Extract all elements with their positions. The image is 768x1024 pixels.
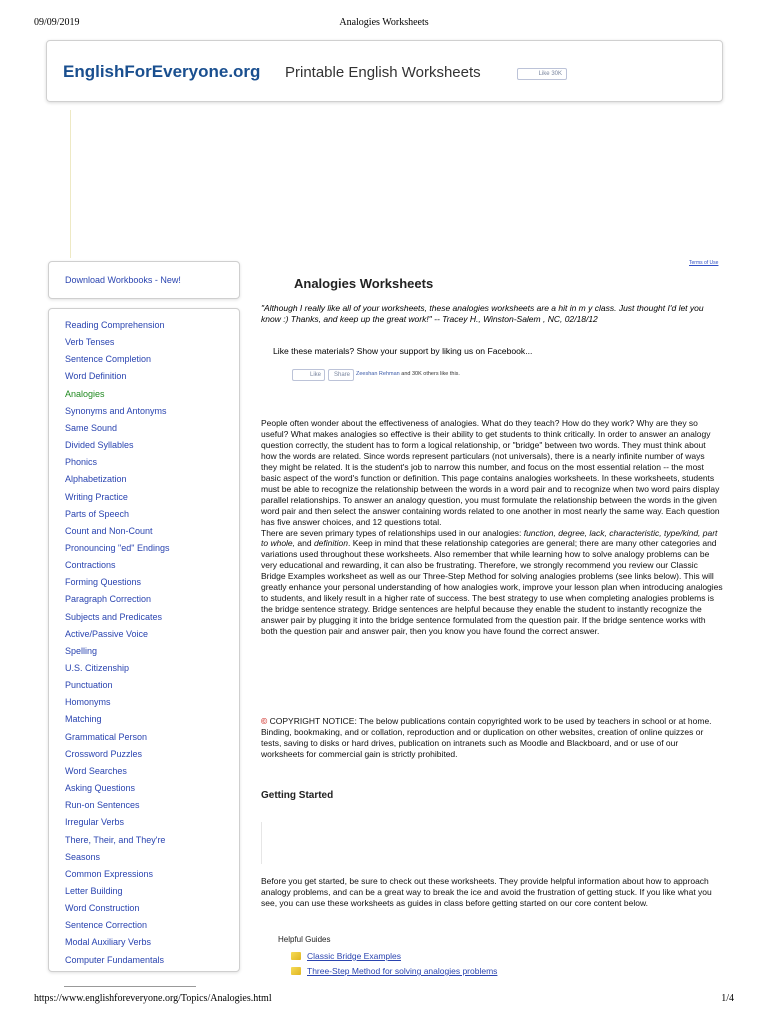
sidebar-item-forming-questions[interactable]: Forming Questions	[65, 577, 142, 588]
sidebar-item-count-and-non-count[interactable]: Count and Non-Count	[65, 525, 153, 536]
sidebar-item-writing-practice[interactable]: Writing Practice	[65, 491, 128, 502]
fb-others-text: and 30K others like this.	[399, 371, 460, 377]
sidebar-item-letter-building[interactable]: Letter Building	[65, 885, 123, 896]
worksheet-icon	[291, 952, 301, 960]
getting-started-divider	[261, 822, 262, 864]
testimonial-quote: "Although I really like all of your worksheets, these analogies worksheets are a hit in m y class. Just thought I'd let you know :) Thanks, and keep up the great work!" -- Tracey H., Winston-Salem , NC, 02/18/12	[261, 303, 704, 324]
copyright-text: COPYRIGHT NOTICE: The below publications contain copyrighted work to be used by teachers in school or at home. Binding, bookmaking, and or collation, reproduction and or duplication on other websites, creation of online quizzes or tests, saving to disks or hard drives, publication on intranets such as Moodle and Blackboard, and or use of our worksheets for commercial gain is strictly prohibited.	[261, 716, 712, 759]
sidebar-item-reading-comprehension[interactable]: Reading Comprehension	[65, 320, 165, 330]
site-logo-link[interactable]: EnglishForEveryone.org	[63, 62, 261, 81]
sidebar-item-phonics[interactable]: Phonics	[65, 457, 98, 468]
guide-item	[291, 951, 401, 961]
fb-social-text	[356, 371, 460, 377]
sidebar-item-there-their-and-they-re[interactable]: There, Their, and They're	[65, 834, 166, 845]
page-title: Analogies Worksheets	[294, 276, 434, 291]
classic-bridge-examples-link[interactable]: Classic Bridge Examples	[307, 951, 402, 961]
sidebar-item-homonyms[interactable]: Homonyms	[65, 697, 111, 708]
getting-started-heading: Getting Started	[261, 790, 334, 801]
intro-text	[261, 418, 723, 637]
fb-share-button[interactable]: Share	[328, 369, 354, 381]
sidebar-item-spelling[interactable]: Spelling	[65, 645, 98, 656]
fb-like-button[interactable]: Like	[292, 369, 325, 381]
site-header	[46, 40, 723, 102]
print-doc-title: Analogies Worksheets	[339, 17, 429, 28]
relationship-type-definition: definition	[313, 538, 348, 549]
print-url: https://www.englishforeveryone.org/Topics/Analogies.html	[34, 993, 272, 1004]
sidebar-item-matching[interactable]: Matching	[65, 714, 102, 725]
sidebar-item-grammatical-person[interactable]: Grammatical Person	[65, 731, 148, 742]
terms-of-use-link[interactable]: Terms of Use	[689, 260, 719, 266]
para2-start: There are seven primary types of relationships used in our analogies:	[261, 527, 524, 538]
facebook-like-button[interactable]: Like 30K	[517, 68, 567, 80]
download-box	[48, 261, 240, 299]
sidebar-item-crossword-puzzles[interactable]: Crossword Puzzles	[65, 748, 143, 759]
sidebar-item-analogies[interactable]: Analogies	[65, 388, 105, 399]
three-step-method-link[interactable]: Three-Step Method for solving analogies problems	[307, 966, 498, 976]
fb-friend-link[interactable]: Zeeshan Rehman	[356, 371, 400, 377]
intro-paragraph-1: People often wonder about the effectiveness of analogies. What do they teach? How do they work? Why are they so useful? What makes analogies so effective is their ability to get students to think critically. In order to answer an analogy question correctly, the student has to form a logical relationship, or "bridge" between two words. They must think about how the words are related. Since words represent particulars (not universals), there is a nearly infinite number of ways they might be related. It is the student's job to narrow this number, and focus on the most essential relation -- the most basic aspect of the word's function or definition. This page contains analogies worksheets. In these worksheets, students must be able to recognize the relationship between the words in a word pair and to recognize when two word pairs display parallel relationships. To answer an analogy question, you must formulate the relationship between the words in the given word pair and then select the answer containing words related to one another in most nearly the same way. Each question has five answer choices, and 12 questions total.	[261, 418, 720, 527]
copyright-icon: ©	[261, 716, 268, 726]
print-date: 09/09/2019	[34, 17, 80, 28]
helpful-guides-heading: Helpful Guides	[278, 935, 331, 944]
guide-item	[291, 966, 497, 976]
print-page-number: 1/4	[721, 993, 734, 1004]
site-tagline: Printable English Worksheets	[285, 64, 481, 81]
sidebar-item-u-s-citizenship[interactable]: U.S. Citizenship	[65, 663, 130, 673]
sidebar-item-paragraph-correction[interactable]: Paragraph Correction	[65, 594, 152, 605]
sidebar-item-word-definition[interactable]: Word Definition	[65, 371, 127, 382]
sidebar-item-pronouncing-ed-endings[interactable]: Pronouncing "ed" Endings	[65, 542, 170, 553]
sidebar-item-subjects-and-predicates[interactable]: Subjects and Predicates	[65, 611, 163, 622]
copyright-notice	[261, 716, 723, 760]
sidebar-item-punctuation[interactable]: Punctuation	[65, 680, 113, 691]
sidebar-item-run-on-sentences[interactable]: Run-on Sentences	[65, 800, 140, 811]
sidebar-item-sentence-correction[interactable]: Sentence Correction	[65, 920, 148, 931]
sidebar-item-verb-tenses[interactable]: Verb Tenses	[65, 337, 115, 348]
download-workbooks-link[interactable]: Download Workbooks - New!	[65, 275, 181, 285]
ad-space-divider	[70, 110, 71, 258]
sidebar-item-synonyms-and-antonyms[interactable]: Synonyms and Antonyms	[65, 405, 167, 416]
sidebar-item-word-searches[interactable]: Word Searches	[65, 765, 127, 776]
sidebar-item-active-passive-voice[interactable]: Active/Passive Voice	[65, 628, 149, 639]
sidebar-item-contractions[interactable]: Contractions	[65, 560, 116, 571]
para2-and: and	[295, 538, 314, 549]
intro-paragraph-2	[261, 528, 723, 638]
sidebar-item-divided-syllables[interactable]: Divided Syllables	[65, 440, 134, 451]
sidebar-item-sentence-completion[interactable]: Sentence Completion	[65, 354, 152, 365]
sidebar-divider	[64, 986, 196, 987]
sidebar-item-asking-questions[interactable]: Asking Questions	[65, 783, 136, 794]
sidebar-item-common-expressions[interactable]: Common Expressions	[65, 868, 154, 879]
getting-started-text: Before you get started, be sure to check out these worksheets. They provide helpful information about how to approach analogy problems, and can be a great way to break the ice and avoid the frustration of getting stuck. If you like what you see, you can use these worksheets as guides in class before getting started on our core content below.	[261, 876, 712, 908]
sidebar-nav	[48, 308, 240, 972]
sidebar-item-word-construction[interactable]: Word Construction	[65, 903, 140, 914]
sidebar-item-same-sound[interactable]: Same Sound	[65, 422, 118, 433]
facebook-support-text: Like these materials? Show your support by liking us on Facebook...	[273, 346, 533, 356]
sidebar-item-modal-auxiliary-verbs[interactable]: Modal Auxiliary Verbs	[65, 937, 152, 948]
relationship-types: function, degree, lack, characteristic, type/kind, part to whole,	[261, 527, 718, 549]
sidebar-item-seasons[interactable]: Seasons	[65, 851, 101, 862]
para2-rest: . Keep in mind that these relationship categories are general; there are many other categories and variations used throughout these worksheets. Also remember that while learning how to solve analogy problems can be very educational and rewarding, it can also be frustrating. Therefore, we strongly recommend you review our Classic Bridge Examples worksheet as well as our Three-Step Method for solving analogies problems (see links below). This will greatly enhance your personal understanding of how analogies work, improve your lesson plan when introducing analogies to students, and likely result in a higher rate of success. The best strategy to use when completing analogies problems is the bridge sentence strategy. Bridge sentences are helpful because they enable the student to instantly recognize the answer pair by plugging it into the bridge sentence formulated from the question pair. If the bridge sentence works with both the question pair and answer pair, then you know you have found the correct answer.	[261, 538, 723, 637]
worksheet-icon	[291, 967, 301, 975]
sidebar-item-computer-fundamentals[interactable]: Computer Fundamentals	[65, 954, 165, 965]
sidebar-item-parts-of-speech[interactable]: Parts of Speech	[65, 508, 130, 519]
sidebar-item-irregular-verbs[interactable]: Irregular Verbs	[65, 817, 125, 828]
sidebar-item-alphabetization[interactable]: Alphabetization	[65, 474, 127, 485]
